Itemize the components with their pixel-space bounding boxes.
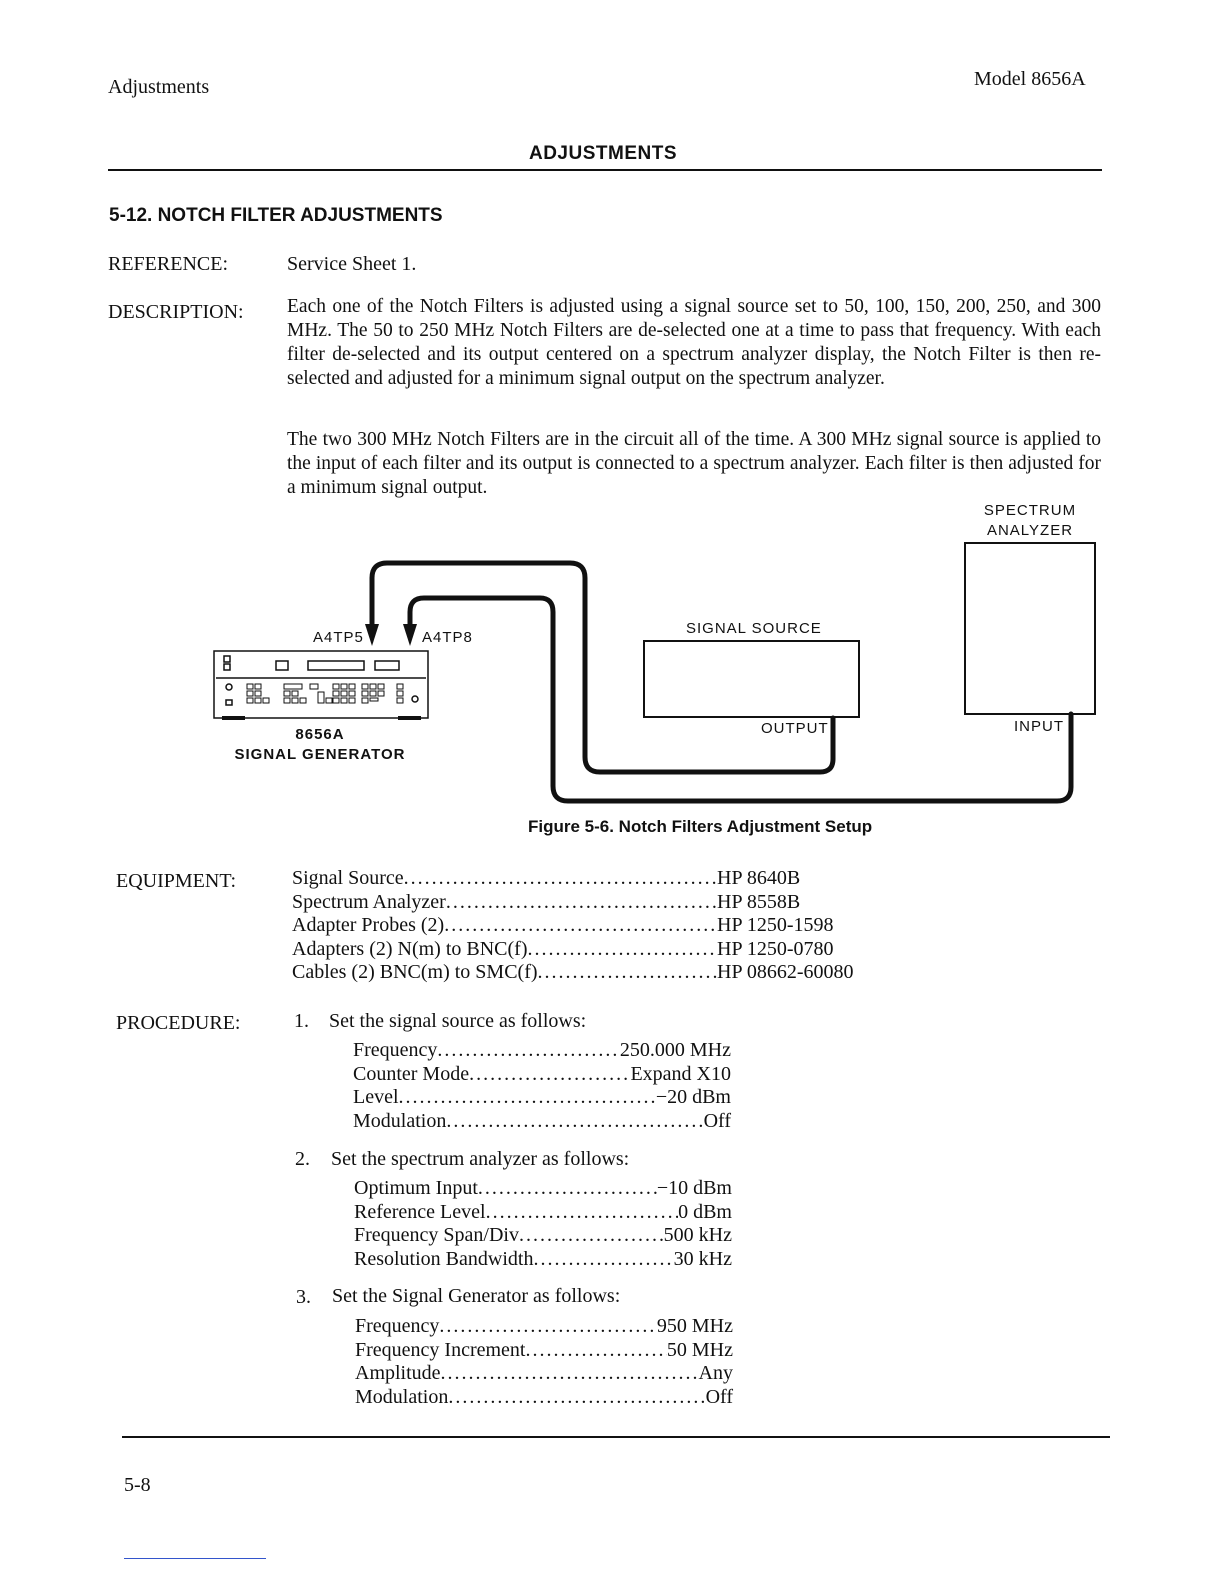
setting-row <box>354 1224 732 1248</box>
setting-row <box>353 1039 731 1063</box>
output-port-label: OUTPUT <box>761 720 829 737</box>
spectrum-analyzer-device <box>965 543 1095 714</box>
equipment-label: EQUIPMENT: <box>116 870 237 892</box>
header-section: Adjustments <box>108 76 210 98</box>
equipment-value: HP 8558B <box>717 890 801 913</box>
description-para-2: The two 300 MHz Notch Filters are in the circuit all of the time. A 300 MHz signal source is applied to the input of each filter and its output is connected to a spectrum analyzer. Each filter is then adjusted for a minimum signal output. <box>287 429 1101 498</box>
spectrum-analyzer-label-line2: ANALYZER <box>986 522 1074 539</box>
equipment-name: Signal Source <box>292 867 404 889</box>
setting-name: Frequency <box>353 1039 438 1061</box>
spectrum-analyzer-label-line1: SPECTRUM <box>983 502 1077 519</box>
setting-value: 500 kHz <box>663 1224 732 1246</box>
reference-label: REFERENCE: <box>108 253 229 275</box>
equipment-item <box>292 961 872 985</box>
setting-value: 30 kHz <box>673 1247 732 1270</box>
equipment-item <box>292 914 872 938</box>
setting-name: Optimum Input <box>354 1177 478 1199</box>
settings-list-signal-source <box>353 1039 731 1133</box>
probe-tip-tp8 <box>403 624 417 646</box>
description-para-1: Each one of the Notch Filters is adjusted using a signal source set to 50, 100, 150, 200, 250, and 300 MHz. The 50 to 250 MHz Notch Filters are de-selected one at a time to pass that frequency. With each filter de-selected and its output centered on a spectrum analyzer display, the Notch Filter is then re-selected and adjusted for a minimum signal output on the spectrum analyzer. <box>287 296 1101 389</box>
cable-tp5-to-source-output <box>372 563 833 772</box>
equipment-name: Adapters (2) N(m) to BNC(f) <box>292 937 528 960</box>
setting-row <box>355 1339 733 1363</box>
setting-row <box>353 1110 731 1134</box>
input-port-label: INPUT <box>1014 718 1064 735</box>
equipment-value: HP 1250-1598 <box>717 914 834 936</box>
signal-generator-device <box>214 651 428 718</box>
equipment-value: HP 1250-0780 <box>717 937 834 960</box>
step-number: 1. <box>294 1010 309 1032</box>
setting-value: Expand X10 <box>630 1062 731 1085</box>
setting-row <box>353 1063 731 1087</box>
signal-generator-label <box>200 725 440 765</box>
test-point-a4tp5-label: A4TP5 <box>313 629 364 646</box>
setting-name: Frequency <box>355 1315 440 1337</box>
step-text: Set the Signal Generator as follows: <box>332 1285 621 1307</box>
setting-row <box>355 1386 733 1410</box>
setting-row <box>354 1201 732 1225</box>
setting-name: Resolution Bandwidth <box>354 1247 534 1270</box>
equipment-value: HP 8640B <box>717 867 801 889</box>
reference-text: Service Sheet 1. <box>287 253 417 275</box>
setting-name: Frequency Increment <box>355 1338 526 1361</box>
header-model: Model 8656A <box>974 68 1086 90</box>
step-number: 3. <box>296 1286 311 1308</box>
equipment-item <box>292 867 872 891</box>
settings-list-signal-generator <box>355 1315 733 1409</box>
settings-list-spectrum-analyzer <box>354 1177 732 1271</box>
signal-generator-name: SIGNAL GENERATOR <box>234 746 406 763</box>
equipment-name: Cables (2) BNC(m) to SMC(f) <box>292 961 538 983</box>
equipment-item <box>292 938 872 962</box>
setting-row <box>353 1086 731 1110</box>
probe-tip-tp5 <box>365 624 379 646</box>
setting-name: Modulation <box>355 1385 449 1408</box>
setting-row <box>355 1362 733 1386</box>
setting-name: Reference Level <box>354 1200 486 1223</box>
setting-value: Off <box>705 1385 733 1408</box>
setting-value: Any <box>698 1362 733 1384</box>
procedure-label: PROCEDURE: <box>116 1012 241 1034</box>
equipment-name: Spectrum Analyzer <box>292 890 446 913</box>
equipment-name: Adapter Probes (2) <box>292 914 445 936</box>
setting-name: Level <box>353 1086 399 1108</box>
test-point-a4tp8-label: A4TP8 <box>422 629 473 646</box>
equipment-list <box>292 867 872 985</box>
probe-tips <box>365 624 417 646</box>
signal-source-label: SIGNAL SOURCE <box>686 620 822 637</box>
step-text: Set the spectrum analyzer as follows: <box>331 1148 630 1170</box>
section-title: 5-12. NOTCH FILTER ADJUSTMENTS <box>109 205 443 226</box>
bottom-accent-line <box>124 1558 266 1559</box>
setting-value: 0 dBm <box>678 1200 732 1223</box>
signal-source-device <box>644 641 859 717</box>
banner-title: ADJUSTMENTS <box>528 143 677 164</box>
setting-name: Frequency Span/Div <box>354 1224 519 1246</box>
footer-rule <box>122 1436 1110 1438</box>
equipment-value: HP 08662-60080 <box>717 961 854 983</box>
page-number: 5-8 <box>124 1474 151 1496</box>
setting-row <box>355 1315 733 1339</box>
setting-name: Modulation <box>353 1109 447 1132</box>
step-number: 2. <box>295 1148 310 1170</box>
spectrum-analyzer-label <box>966 501 1094 541</box>
equipment-item <box>292 891 872 915</box>
setting-value: −10 dBm <box>656 1177 732 1199</box>
setting-value: 50 MHz <box>666 1338 733 1361</box>
setting-row <box>354 1177 732 1201</box>
figure-caption: Figure 5-6. Notch Filters Adjustment Setup <box>528 817 873 836</box>
description-label: DESCRIPTION: <box>108 301 244 323</box>
setting-name: Counter Mode <box>353 1062 470 1085</box>
signal-generator-model: 8656A <box>295 726 345 743</box>
setting-value: Off <box>703 1109 731 1132</box>
setting-name: Amplitude <box>355 1362 441 1384</box>
test-cables <box>372 563 1071 801</box>
setting-value: 950 MHz <box>656 1315 733 1337</box>
step-text: Set the signal source as follows: <box>329 1010 587 1032</box>
setting-value: −20 dBm <box>655 1086 731 1108</box>
setting-value: 250.000 MHz <box>619 1039 731 1061</box>
setting-row <box>354 1248 732 1272</box>
